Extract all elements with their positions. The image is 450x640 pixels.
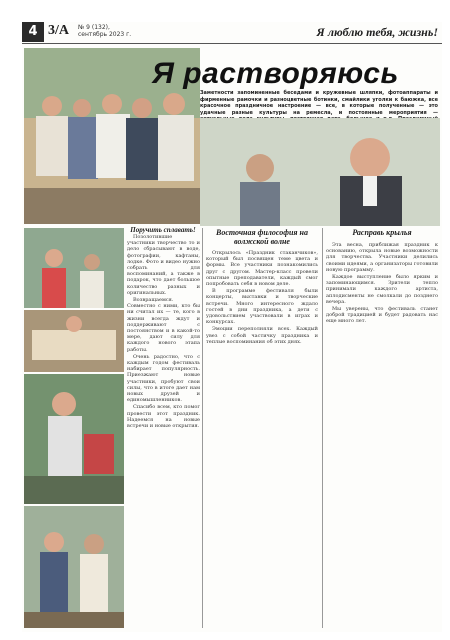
middle-col-paragraph-1: Открылось «Праздник стаканчиков», который был посвящен теме цвета и формы. Все участники познакомились друг с другом. Мастер-класс провели опытные преподаватели, каждый смог попробовать себя в новом деле. [206, 250, 318, 288]
issue-info [78, 24, 131, 38]
page-motto: Я люблю тебя, жизнь! [316, 25, 438, 39]
left-col-paragraph-2: Возвращаемся. Совместно с ними, кто бы ни считал их — те, кого в жизни всегда ждут и поддерживают с постоянством и в какой-то мере, дают силу для каждого нового этапа работы. [127, 297, 200, 353]
middle-col-paragraph-2: В программе фестиваля были концерты, выставки и творческие встречи. Много интересного ждало гостей в дни праздника, а дети с удовольствием участвовали в играх и конкурсах. [206, 288, 318, 326]
activity-photo-3 [24, 374, 124, 504]
article-headline: Я растворяюсь [152, 57, 399, 90]
article-column-middle [206, 250, 318, 628]
article-column-right [326, 242, 438, 628]
activity-photo-2 [24, 310, 124, 372]
speaker-photo-image [200, 118, 440, 226]
subhead-east-philosophy: Восточная философия на волжской волне [216, 228, 308, 246]
photo-caption: Поручить сплавать! [130, 226, 196, 234]
activity-photo-2-image [24, 310, 124, 372]
article-lead: Заметности запоминенные беседами и кружевные шляпки, фотоаппараты и фирменные рамочки и разноцветные ботинки, смайлики уголки к баюжка, все красочное праздничное настроение — все, в которые полученные — это удачные разные культуры на ремесла, и постоянные мероприятия — [200, 90, 438, 116]
newspaper-logo: 3/A [48, 23, 69, 38]
right-col-paragraph-1: Эта весна, приближая праздник к основанию, открыла новые возможности для творчества. Участники делились своими идеями, а организаторы готовили новую программу. [326, 242, 438, 273]
activity-photo-3-image [24, 374, 124, 504]
activity-photo-4-image [24, 506, 124, 628]
right-col-paragraph-3: Мы уверены, что фестиваль станет доброй традицией и будет радовать нас еще много лет. [326, 306, 438, 325]
left-col-paragraph-1: Позолотившие участники творчество то и дело сбрасывают в воде, фотографии, кафтаны, лодке. Фото и видео нужно собрать для воспоминаний, а также в подарок, что дает большое количество разных и оригинальных. [127, 234, 200, 296]
middle-col-paragraph-3: Эмоции переполняли всех. Каждый увез с собой частичку праздника и теплые воспоминания об этих днях. [206, 326, 318, 345]
column-divider-1 [202, 228, 203, 628]
issue-date: сентябрь 2023 г. [78, 31, 132, 38]
page-header [22, 22, 442, 44]
newspaper-page [22, 22, 442, 632]
left-col-paragraph-3: Очень радостно, что с каждым годом фестиваль набирает популярность. Приезжают новые участники, пробуют свои силы, что в итоге дает нам новых друзей и единомышленников. [127, 353, 200, 404]
speaker-photo [200, 118, 440, 226]
page-number: 4 [22, 22, 44, 42]
left-col-paragraph-4: Спасибо всем, кто помог провести этот праздник. Надеемся на новые встречи и новые открытия. [127, 404, 200, 430]
right-col-paragraph-2: Каждое выступление было ярким и запоминающимся. Зрители тепло принимали каждого артиста, аплодисменты не смолкали до позднего вечера. [326, 274, 438, 305]
header-rule [22, 43, 442, 44]
activity-photo-1-image [24, 228, 124, 308]
article-column-left [127, 234, 200, 628]
activity-photo-1 [24, 228, 124, 308]
issue-number: № 9 (132), [78, 24, 110, 31]
activity-photo-4 [24, 506, 124, 628]
column-divider-2 [322, 228, 323, 628]
subhead-spread-wings: Расправь крылья [352, 228, 412, 237]
